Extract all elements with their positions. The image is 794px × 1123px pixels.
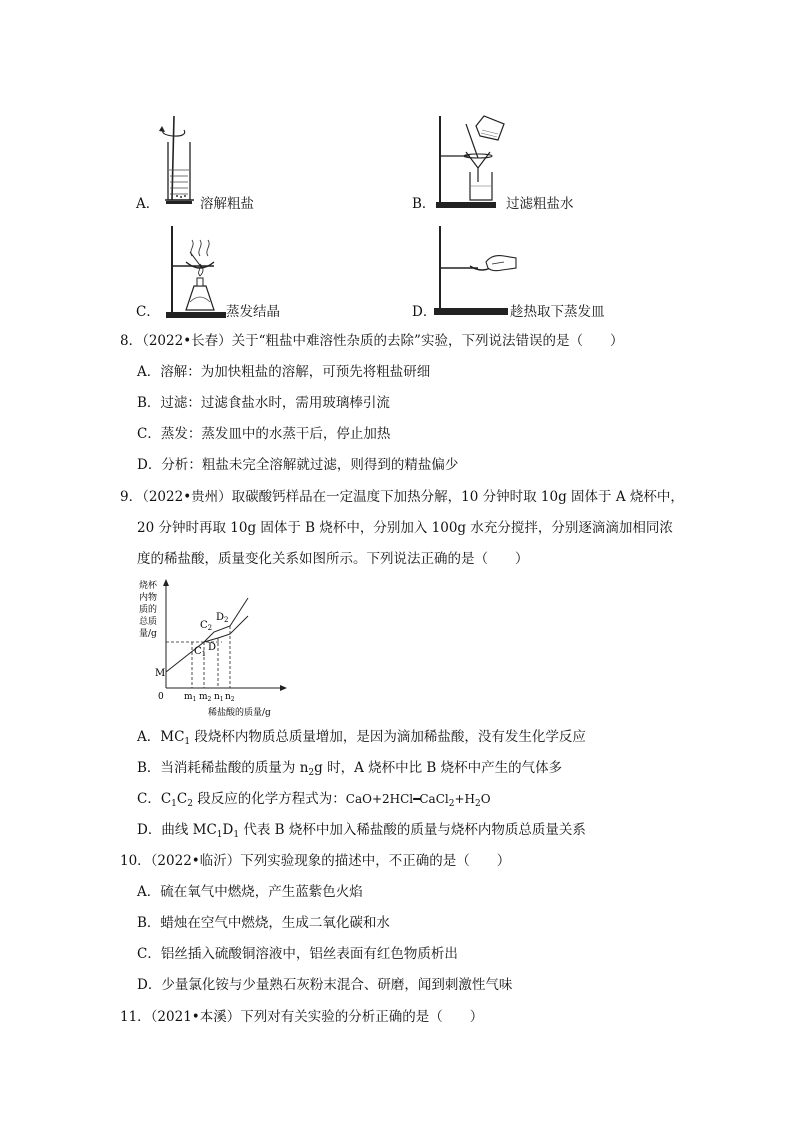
q9-graph [138,576,298,721]
svg-text:C2: $C_2$ [200,620,213,632]
graph-tick-n2: n [225,692,231,702]
svg-text:n1: $n_1$ [214,692,224,703]
graph-ylabel-2: 内物 [139,593,158,603]
figure-a-caption: 溶解粗盐 [200,196,254,212]
figure-d-caption: 趁热取下蒸发皿 [510,304,605,320]
q9-stem-line-2: 20 分钟时再取 10g 固体于 B 烧杯中，分别加入 100g 水充分搅拌，分别逐滴滴加相同浓 [137,520,673,536]
graph-label-d2: D [216,612,225,623]
svg-text:D2: $D_2$ [216,612,229,624]
q9-stem-line-1: 9．（2022•贵州）取碳酸钙样品在一定温度下加热分解，10 分钟时取 10g 固体于 A 烧杯中， [120,489,684,505]
q8-option-d: D．分析：粗盐未完全溶解就过滤，则得到的精盐偏少 [137,457,459,473]
graph-ylabel-3: 质的 [139,605,158,615]
q10-stem: 10．（2022•临沂）下列实验现象的描述中，不正确的是（ ） [120,853,511,869]
q9-option-c: C．$C_1C_2$ 段反应的化学方程式为：$CaO+2HCl━CaCl_2+H_2O$ [137,791,491,809]
svg-text:m1: $m_1$ [184,692,197,703]
graph-label-d: D [208,642,217,653]
svg-text:m2: $m_2$ [199,692,212,703]
graph-tick-n1: n [214,692,220,702]
q10-option-b: B．蜡烛在空气中燃烧，生成二氧化碳和水 [137,915,390,931]
q10-option-a: A．硫在氧气中燃烧，产生蓝紫色火焰 [137,884,363,900]
q8-option-b: B．过滤：过滤食盐水时，需用玻璃棒引流 [137,395,390,411]
graph-tick-m2: m [199,692,208,702]
figure-c-evaporation [162,222,232,322]
figure-b-letter: B． [412,196,436,212]
figure-a-letter: A． [136,196,160,212]
q10-option-d: D．少量氯化铵与少量熟石灰粉末混合、研磨，闻到刺激性气味 [137,977,513,993]
q8-stem: 8．（2022•长春）关于“粗盐中难溶性杂质的去除”实验，下列说法错误的是（ ） [120,333,624,349]
q10-option-c: C．铝丝插入硫酸铜溶液中，铝丝表面有红色物质析出 [137,946,458,962]
graph-label-c1: C [194,646,202,657]
q8-option-a: A．溶解：为加快粗盐的溶解，可预先将粗盐研细 [137,364,431,380]
q9-stem-line-3: 度的稀盐酸，质量变化关系如图所示。下列说法正确的是（ ） [137,551,529,567]
q9-option-b: B．当消耗稀盐酸的质量为 $n_2g$ 时，A 烧杯中比 B 烧杯中产生的气体多 [137,760,563,778]
figure-c-letter: C． [136,304,160,320]
figure-b-caption: 过滤粗盐水 [506,196,574,212]
graph-ylabel-4: 总质 [139,617,158,627]
q11-stem: 11．（2021•本溪）下列对有关实验的分析正确的是（ ） [120,1009,484,1025]
graph-tick-m1: m [184,692,193,702]
graph-ylabel-1: 烧杯 [139,581,158,591]
figure-d-letter: D． [412,304,437,320]
figure-b-filtration [430,112,510,212]
figure-d-remove-dish [430,222,520,322]
graph-label-c2: C [200,620,208,631]
graph-label-m: M [155,668,166,679]
graph-label-origin: 0 [158,692,164,702]
graph-xlabel: 稀盐酸的质量/g [208,708,271,718]
svg-text:C1: $C_1$ [194,646,207,658]
graph-ylabel-5: 量/g [139,629,157,639]
svg-text:n2: $n_2$ [225,692,235,703]
q9-option-d: D．曲线 $MC_1D_1$ 代表 B 烧杯中加入稀盐酸的质量与烧杯内物质总质量关系 [137,822,586,840]
q9-option-a: A．$MC_1$ 段烧杯内物质总质量增加，是因为滴加稀盐酸，没有发生化学反应 [137,729,586,747]
q8-option-c: C．蒸发：蒸发皿中的水蒸干后，停止加热 [137,426,391,442]
figure-c-caption: 蒸发结晶 [226,304,280,320]
